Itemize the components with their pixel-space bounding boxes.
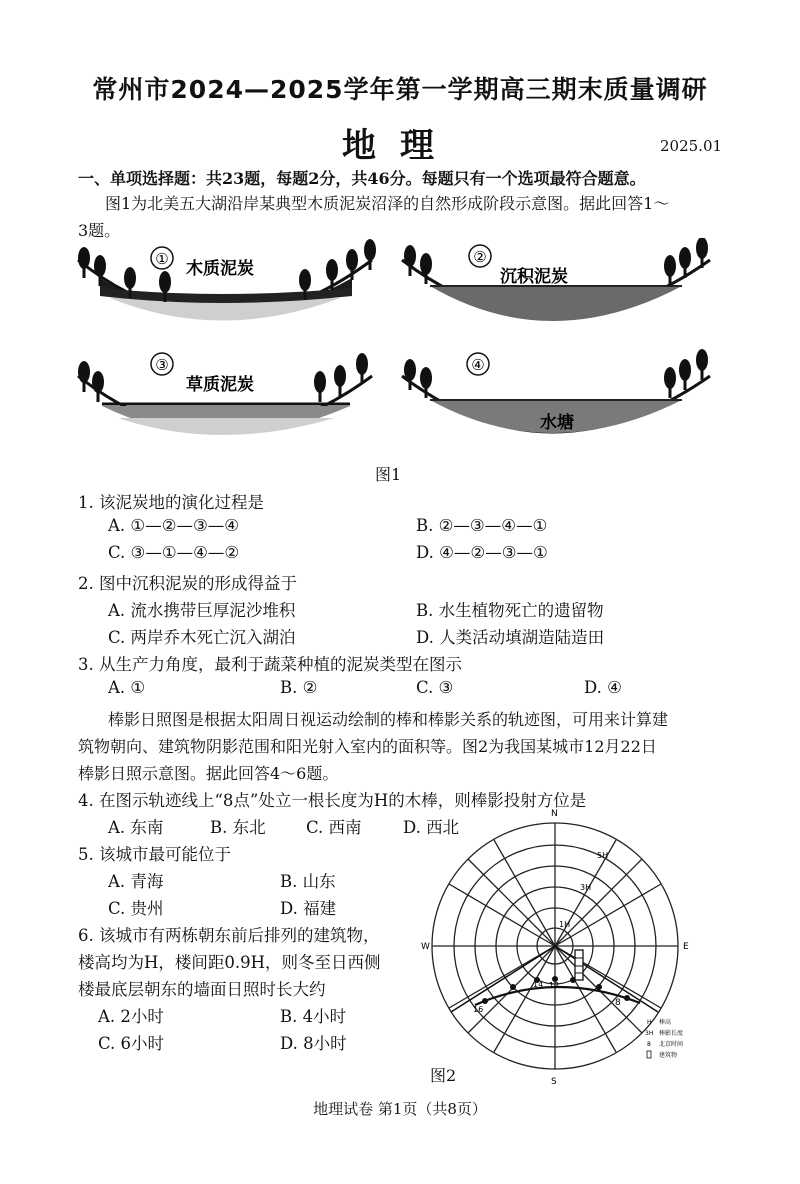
subject-title: 地理 (342, 126, 458, 166)
q2-option-a[interactable]: A. 流水携带巨厚泥沙堆积 (108, 601, 296, 620)
q4-option-b[interactable]: B. 东北 (210, 818, 266, 837)
panel-2-label: 沉积泥炭 (500, 267, 568, 287)
q1-option-a[interactable]: A. ①—②—③—④ (108, 516, 240, 535)
q1-option-c[interactable]: C. ③—①—④—② (108, 543, 240, 562)
panel-3-number: ③ (155, 356, 169, 374)
q3-stem: 3. 从生产力角度，最利于蔬菜种植的泥炭类型在图示 (78, 655, 462, 674)
legend-key-2: 3H (645, 1030, 654, 1037)
q4-option-d[interactable]: D. 西北 (403, 818, 460, 837)
figure-2-shadow-chart (415, 800, 705, 1090)
q3-option-a[interactable]: A. ① (108, 678, 146, 697)
direction-n: N (551, 809, 558, 819)
q5-option-d[interactable]: D. 福建 (280, 899, 337, 918)
panel-4 (402, 349, 710, 433)
legend-4: 建筑物 (659, 1052, 678, 1059)
legend-key-3: 8 (647, 1041, 651, 1048)
panel-1 (78, 239, 376, 321)
panel-2 (402, 238, 710, 321)
panel-3 (78, 353, 372, 435)
ring-5h: 5H (597, 851, 609, 860)
q6-stem-line-3: 楼最底层朝东的墙面日照时长大约 (78, 980, 326, 999)
q2-stem: 2. 图中沉积泥炭的形成得益于 (78, 574, 297, 593)
q6-option-b[interactable]: B. 4小时 (280, 1007, 347, 1026)
section-heading: 一、单项选择题：共23题，每题2分，共46分。每题只有一个选项最符合题意。 (78, 169, 646, 188)
hour-8: 8 (615, 998, 621, 1008)
q5-option-b[interactable]: B. 山东 (280, 872, 336, 891)
passage-2-line-3: 棒影日照示意图。据此回答4～6题。 (78, 764, 339, 783)
figure-1-caption: 图1 (375, 465, 402, 484)
panel-3-label: 草质泥炭 (186, 375, 254, 395)
direction-e: E (683, 942, 689, 952)
panel-1-label: 木质泥炭 (186, 259, 254, 279)
hour-16: 16 (473, 1005, 484, 1014)
q3-option-b[interactable]: B. ② (280, 678, 318, 697)
q4-stem: 4. 在图示轨迹线上“8点”处立一根长度为H的木棒，则棒影投射方位是 (78, 791, 587, 810)
legend-1: 棒高 (659, 1019, 672, 1026)
q5-stem: 5. 该城市最可能位于 (78, 845, 231, 864)
page-title: 常州市2024—2025学年第一学期高三期末质量调研 (92, 75, 708, 104)
panel-1-number: ① (155, 250, 169, 268)
intro-line-1: 图1为北美五大湖沿岸某典型木质泥炭沼泽的自然形成阶段示意图。据此回答1～ (105, 194, 670, 213)
q6-option-a[interactable]: A. 2小时 (98, 1007, 164, 1026)
panel-4-label: 水塘 (540, 413, 574, 433)
hour-12: 12 (549, 981, 560, 990)
direction-w: W (421, 942, 430, 952)
passage-2-line-1: 棒影日照图是根据太阳周日视运动绘制的棒和棒影关系的轨迹图，可用来计算建 (108, 710, 669, 729)
q2-option-b[interactable]: B. 水生植物死亡的遗留物 (416, 601, 604, 620)
q6-stem-line-1: 6. 该城市有两栋朝东前后排列的建筑物， (78, 926, 380, 945)
q6-stem-line-2: 楼高均为H，楼间距0.9H，则冬至日西侧 (78, 953, 381, 972)
q6-option-d[interactable]: D. 8小时 (280, 1034, 347, 1053)
legend-3: 北京时间 (659, 1041, 684, 1048)
exam-date: 2025.01 (660, 137, 723, 155)
figure-1-peat-stages (70, 238, 730, 460)
q4-option-c[interactable]: C. 西南 (306, 818, 362, 837)
q2-option-d[interactable]: D. 人类活动填湖造陆造田 (416, 628, 605, 647)
q3-option-c[interactable]: C. ③ (416, 678, 454, 697)
panel-2-number: ② (473, 248, 487, 266)
q6-option-c[interactable]: C. 6小时 (98, 1034, 165, 1053)
q1-option-d[interactable]: D. ④—②—③—① (416, 543, 548, 562)
page-footer: 地理试卷 第1页（共8页） (313, 1100, 487, 1118)
intro-line-2: 3题。 (78, 221, 121, 240)
q4-option-a[interactable]: A. 东南 (108, 818, 164, 837)
q3-option-d[interactable]: D. ④ (584, 678, 622, 697)
q5-option-a[interactable]: A. 青海 (108, 872, 164, 891)
direction-s: S (551, 1077, 557, 1087)
ring-3h: 3H (580, 883, 592, 892)
q5-option-c[interactable]: C. 贵州 (108, 899, 164, 918)
panel-4-number: ④ (471, 356, 485, 374)
ring-1h: 1H (559, 920, 571, 929)
hour-14: 14 (533, 980, 544, 989)
figure-2-caption: 图2 (430, 1066, 457, 1085)
legend-2: 棒影长度 (659, 1030, 684, 1037)
q2-option-c[interactable]: C. 两岸乔木死亡沉入湖泊 (108, 628, 296, 647)
passage-2-line-2: 筑物朝向、建筑物阴影范围和阳光射入室内的面积等。图2为我国某城市12月22日 (78, 737, 657, 756)
legend-key-1: H (647, 1019, 652, 1026)
q1-option-b[interactable]: B. ②—③—④—① (416, 516, 548, 535)
q1-stem: 1. 该泥炭地的演化过程是 (78, 493, 264, 512)
